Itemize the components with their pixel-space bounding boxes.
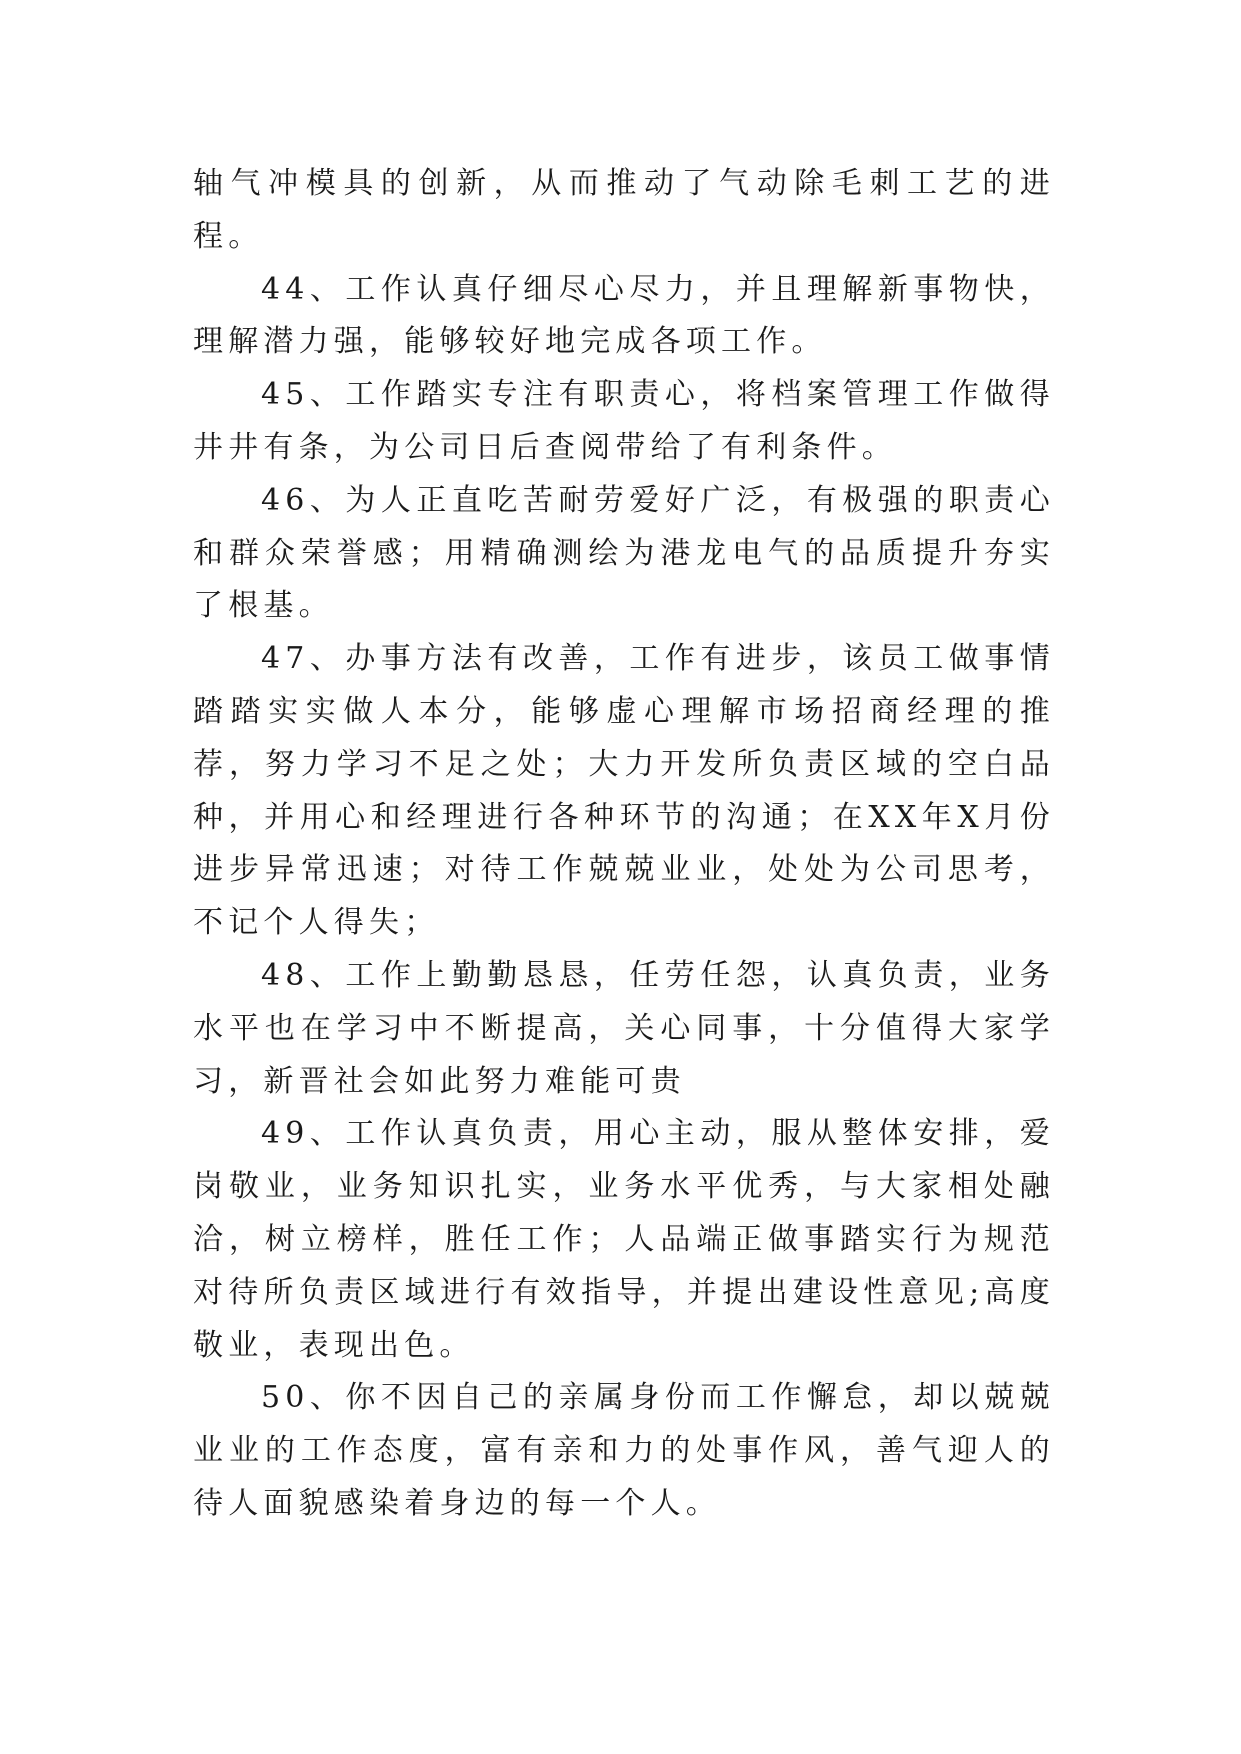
paragraph-49: 49、工作认真负责，用心主动，服从整体安排，爱岗敬业，业务知识扎实，业务水平优秀，与大家相处融洽，树立榜样，胜任工作；人品端正做事踏实行为规范对待所负责区域进行有效指导，并提出建设性意见;高度敬业，表现出色。 <box>193 1116 1055 1363</box>
paragraph-44: 44、工作认真仔细尽心尽力，并且理解新事物快，理解潜力强，能够较好地完成各项工作。 <box>193 271 1055 360</box>
paragraph-45: 45、工作踏实专注有职责心，将档案管理工作做得井井有条，为公司日后查阅带给了有利条件。 <box>193 377 1055 465</box>
paragraph-47: 47、办事方法有改善，工作有进步，该员工做事情踏踏实实做人本分，能够虚心理解市场招商经理的推荐，努力学习不足之处；大力开发所负责区域的空白品种，并用心和经理进行各种环节的沟通；在XX年X月份进步异常迅速；对待工作兢兢业业，处处为公司思考，不记个人得失； <box>193 641 1055 941</box>
paragraph-48: 48、工作上勤勤恳恳，任劳任怨，认真负责，业务水平也在学习中不断提高，关心同事，十分值得大家学习，新晋社会如此努力难能可贵 <box>193 957 1055 1099</box>
paragraph-46: 46、为人正直吃苦耐劳爱好广泛，有极强的职责心和群众荣誉感；用精确测绘为港龙电气的品质提升夯实了根基。 <box>193 482 1055 624</box>
paragraph-50: 50、你不因自己的亲属身份而工作懈怠，却以兢兢业业的工作态度，富有亲和力的处事作风，善气迎人的待人面貌感染着身边的每一个人。 <box>193 1380 1055 1521</box>
document-body <box>193 158 1055 1531</box>
paragraph-continuation: 轴气冲模具的创新，从而推动了气动除毛刺工艺的进程。 <box>193 166 1055 254</box>
